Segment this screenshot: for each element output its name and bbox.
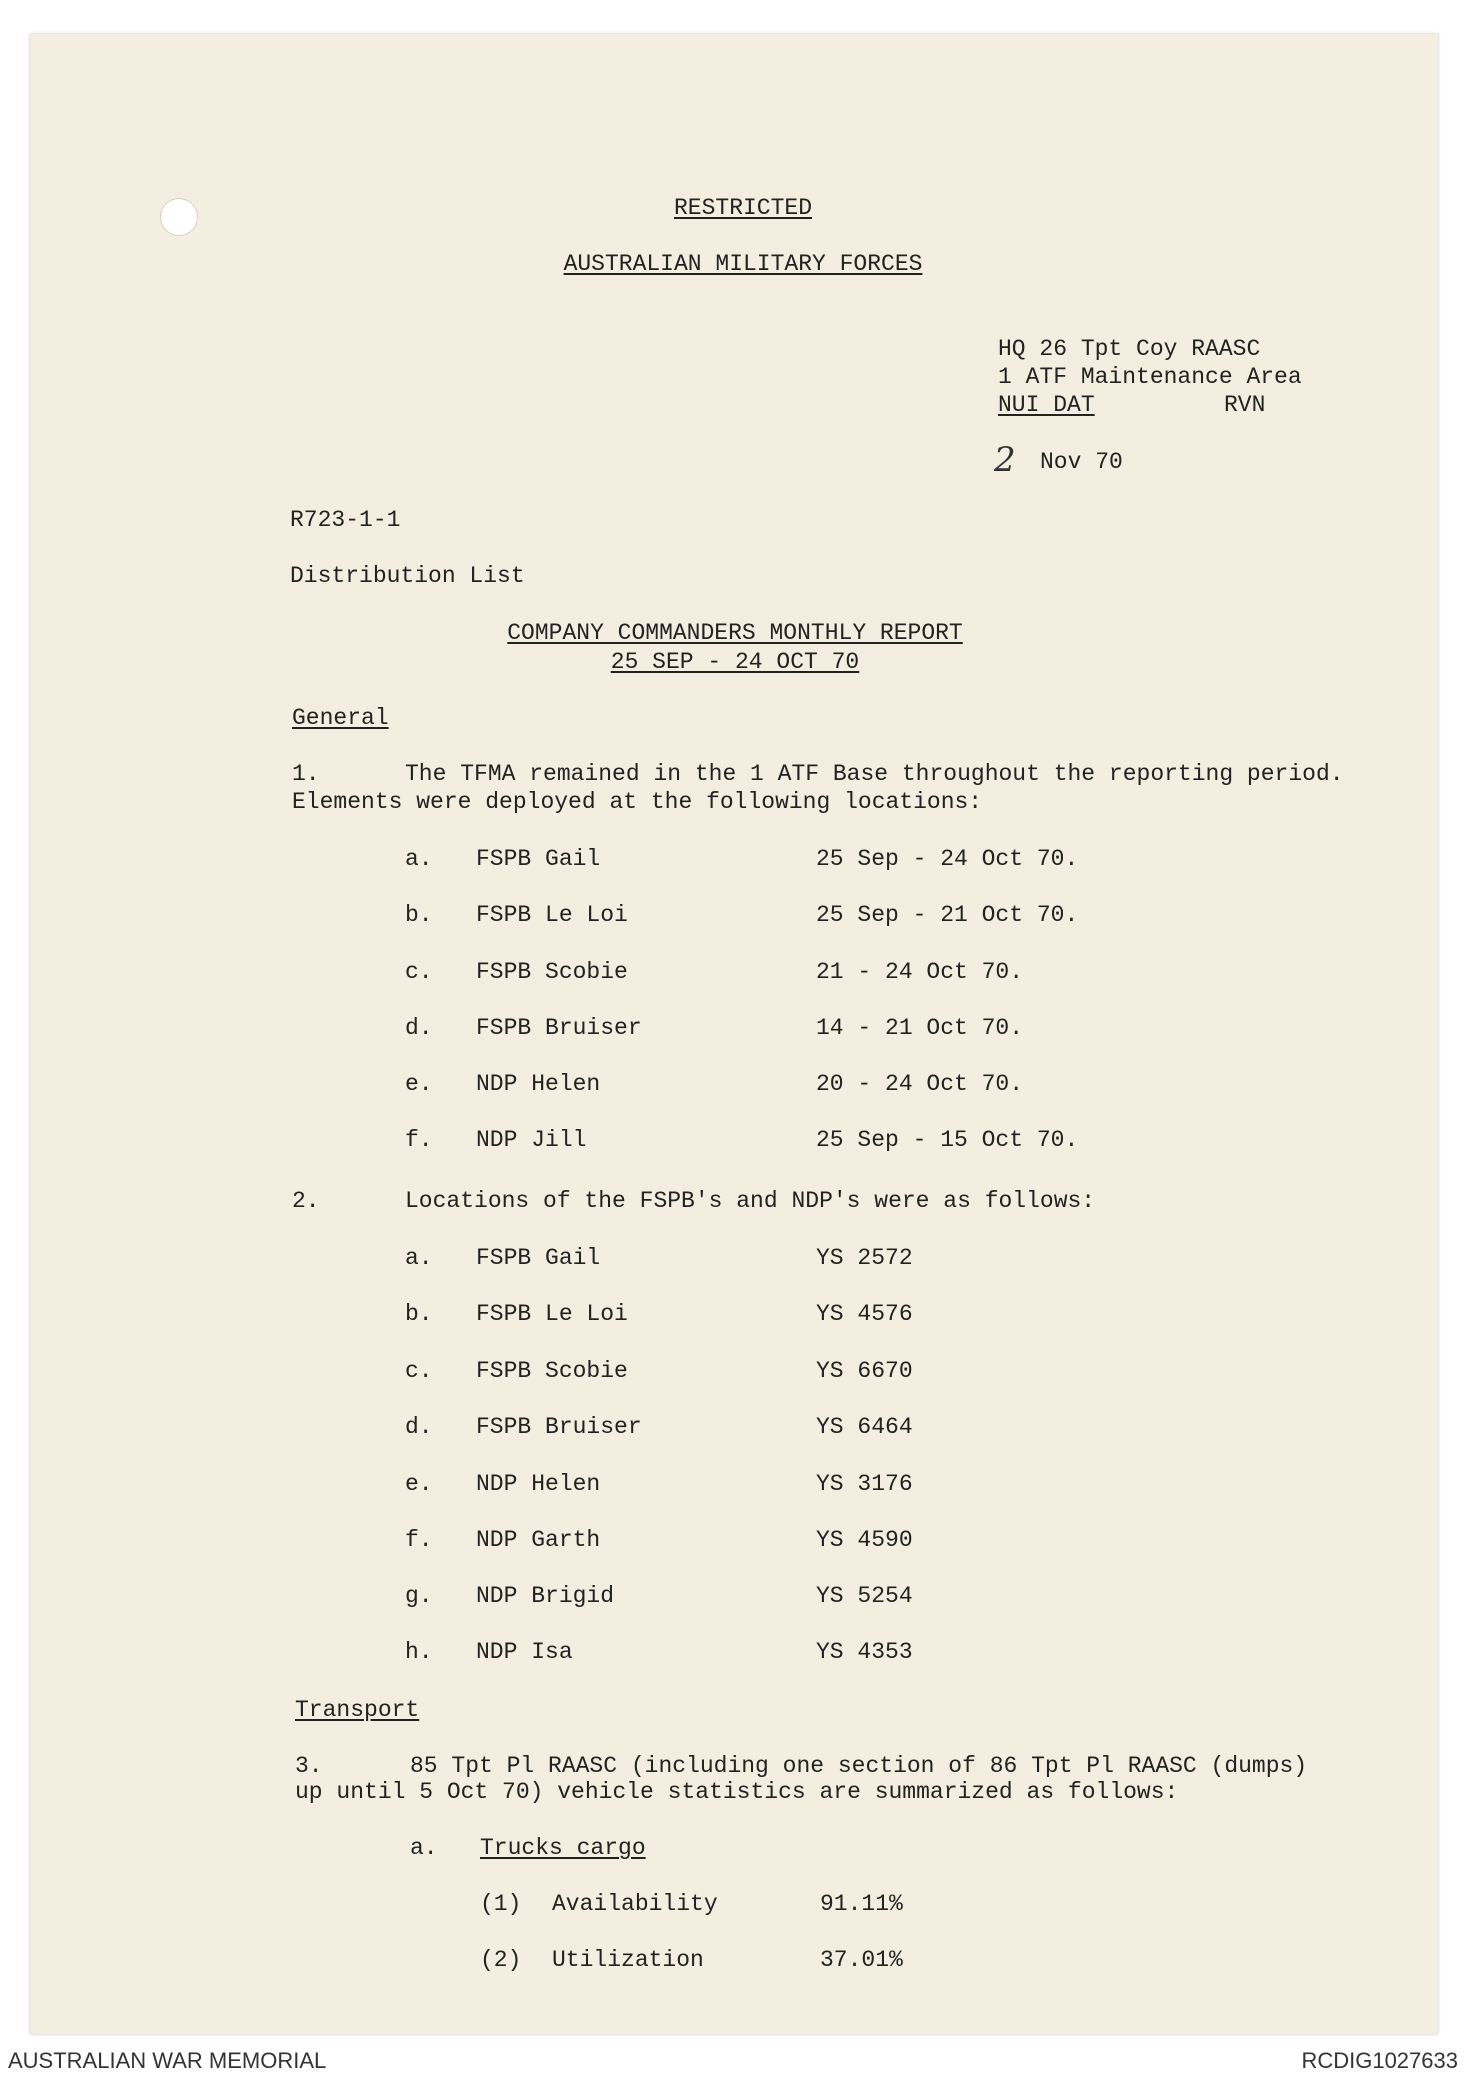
list-item-value: YS 4576 — [816, 1301, 913, 1327]
list-item-name: FSPB Scobie — [476, 959, 628, 985]
list-item-value: YS 5254 — [816, 1583, 913, 1609]
report-period: 25 SEP - 24 OCT 70 — [610, 649, 860, 675]
para-3-line-2: up until 5 Oct 70) vehicle statistics are summarized as follows: — [295, 1779, 1179, 1805]
list-item-letter: h. — [405, 1639, 433, 1665]
list-item-value: 20 - 24 Oct 70. — [816, 1071, 1024, 1097]
footer-id: RCDIG1027633 — [1301, 2048, 1458, 2073]
para-2-number: 2. — [292, 1188, 320, 1214]
recipient: Distribution List — [290, 563, 525, 589]
list-item-name: FSPB Gail — [476, 846, 601, 872]
address-country: RVN — [1224, 392, 1266, 418]
para-2-line-1: Locations of the FSPB's and NDP's were as follows: — [405, 1188, 1096, 1214]
para-1-line-1: The TFMA remained in the 1 ATF Base throughout the reporting period. — [405, 761, 1344, 787]
list-item-name: FSPB Bruiser — [476, 1414, 642, 1440]
report-title: COMPANY COMMANDERS MONTHLY REPORT — [507, 620, 963, 646]
list-item-name: NDP Garth — [476, 1527, 601, 1553]
footer-source: AUSTRALIAN WAR MEMORIAL — [8, 2048, 327, 2073]
stat-value: 37.01% — [820, 1947, 903, 1973]
list-item-value: YS 6464 — [816, 1414, 913, 1440]
list-item-letter: f. — [405, 1527, 433, 1553]
stat-label: Availability — [552, 1891, 718, 1917]
list-item-value: YS 4353 — [816, 1639, 913, 1665]
list-item-letter: b. — [405, 902, 433, 928]
list-item-value: 21 - 24 Oct 70. — [816, 959, 1024, 985]
list-item-value: YS 6670 — [816, 1358, 913, 1384]
list-item-letter: f. — [405, 1127, 433, 1153]
organization-heading: AUSTRALIAN MILITARY FORCES — [563, 251, 923, 277]
list-item-value: YS 3176 — [816, 1471, 913, 1497]
stat-value: 91.11% — [820, 1891, 903, 1917]
list-item-name: FSPB Le Loi — [476, 902, 628, 928]
list-item-letter: b. — [405, 1301, 433, 1327]
list-item-letter: a. — [405, 1245, 433, 1271]
punch-hole — [160, 198, 198, 236]
list-item-value: YS 2572 — [816, 1245, 913, 1271]
list-item-letter: g. — [405, 1583, 433, 1609]
document-page — [30, 34, 1438, 2034]
para-1-number: 1. — [292, 761, 320, 787]
list-item-name: NDP Brigid — [476, 1583, 615, 1609]
list-item-letter: d. — [405, 1414, 433, 1440]
stat-number: (1) — [480, 1891, 522, 1917]
sub-item-heading: Trucks cargo — [480, 1835, 646, 1861]
handwritten-date-day: 2 — [994, 440, 1016, 480]
classification-heading: RESTRICTED — [673, 195, 813, 221]
address-place: NUI DAT — [998, 392, 1095, 418]
list-item-name: FSPB Bruiser — [476, 1015, 642, 1041]
list-item-name: FSPB Le Loi — [476, 1301, 628, 1327]
letter-date: Nov 70 — [1040, 449, 1123, 475]
address-line-1: HQ 26 Tpt Coy RAASC — [998, 336, 1261, 362]
file-reference: R723-1-1 — [290, 507, 401, 533]
para-3-number: 3. — [295, 1753, 323, 1779]
list-item-name: NDP Isa — [476, 1639, 573, 1665]
list-item-value: 25 Sep - 15 Oct 70. — [816, 1127, 1079, 1153]
section-heading-general: General — [292, 705, 389, 731]
list-item-letter: a. — [405, 846, 433, 872]
list-item-value: YS 4590 — [816, 1527, 913, 1553]
list-item-name: NDP Helen — [476, 1071, 601, 1097]
list-item-value: 14 - 21 Oct 70. — [816, 1015, 1024, 1041]
list-item-letter: e. — [405, 1471, 433, 1497]
list-item-value: 25 Sep - 24 Oct 70. — [816, 846, 1079, 872]
section-heading-transport: Transport — [295, 1697, 420, 1723]
list-item-letter: c. — [405, 959, 433, 985]
list-item-letter: c. — [405, 1358, 433, 1384]
address-line-2: 1 ATF Maintenance Area — [998, 364, 1302, 390]
list-item-letter: e. — [405, 1071, 433, 1097]
list-item-name: FSPB Scobie — [476, 1358, 628, 1384]
list-item-value: 25 Sep - 21 Oct 70. — [816, 902, 1079, 928]
list-item-name: FSPB Gail — [476, 1245, 601, 1271]
para-3-line-1: 85 Tpt Pl RAASC (including one section of 86 Tpt Pl RAASC (dumps) — [410, 1753, 1308, 1779]
stat-label: Utilization — [552, 1947, 704, 1973]
para-1-line-2: Elements were deployed at the following locations: — [292, 789, 983, 815]
list-item-name: NDP Helen — [476, 1471, 601, 1497]
sub-item-letter: a. — [410, 1835, 438, 1861]
list-item-letter: d. — [405, 1015, 433, 1041]
list-item-name: NDP Jill — [476, 1127, 587, 1153]
stat-number: (2) — [480, 1947, 522, 1973]
